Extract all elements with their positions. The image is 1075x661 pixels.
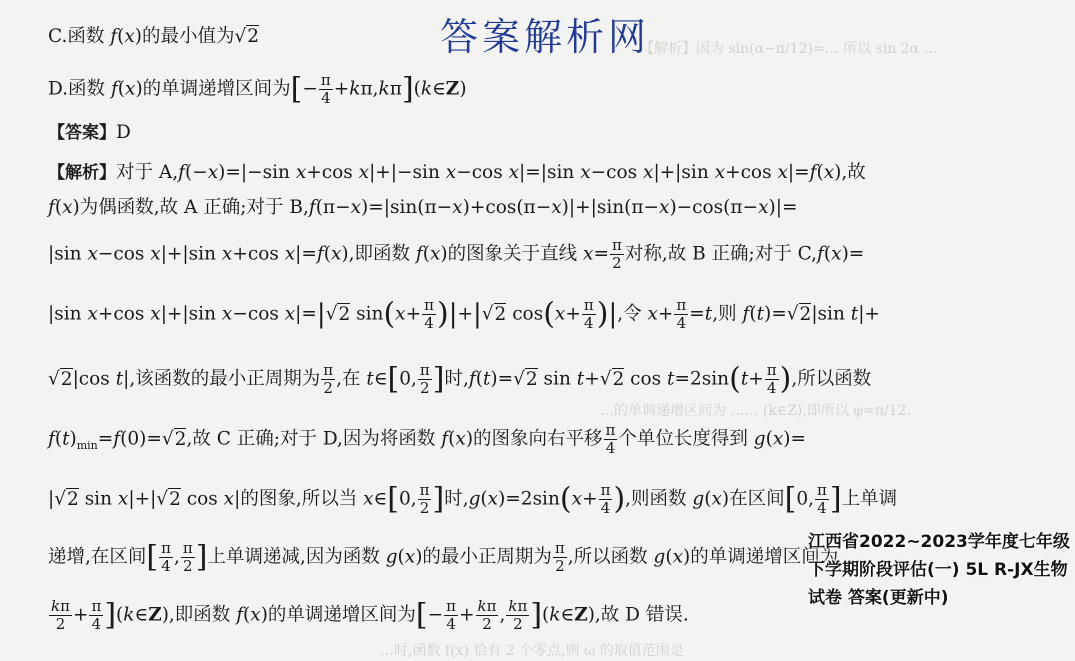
- option-d: D.函数 f(x)的单调递增区间为[− $\frac{\pi}{4}$ +kπ,kπ](k∈Z): [48, 71, 467, 107]
- analysis-line-9: $\frac{k\pi}{2}$ + $\frac{\pi}{4}$ ](k∈Z),即函数 f(x)的单调递增区间为[− $\frac{\pi}{4}$ + $\frac{k\pi}{2}$ , $\frac{k\pi}{2}$ ](k∈Z),故 D 错误.: [51, 597, 689, 633]
- analysis-line-1: 【解析】对于 A,f(−x)=|−sin x+cos x|+|−sin x−cos x|=|sin x−cos x|+|sin x+cos x|=f(x),故: [48, 162, 866, 183]
- analysis-line-5: √2|cos t|,该函数的最小正周期为 $\frac{\pi}{2}$ ,在 t∈[0, $\frac{\pi}{2}$ ]时,f(t)=√2 sin t+√2 cos t=2sin(t+ $\frac{\pi}{4}$ ),所以函数: [48, 361, 872, 397]
- bleed-through-text: …的单调递增区间为 …… (k∈Z),即所以 φ=π/12.: [600, 403, 912, 419]
- overlay-caption: 江西省2022~2023学年度七年级下学期阶段评估(一) 5L R-JX生物试卷 答案(更新中): [808, 532, 1070, 608]
- bleed-through-text: 【解析】因为 sin(α−π/12)=… 所以 sin 2α …: [640, 41, 938, 57]
- analysis-line-3: |sin x−cos x|+|sin x+cos x|=f(x),即函数 f(x)的图象关于直线 x= $\frac{\pi}{2}$ 对称,故 B 正确;对于 C,f(x)=: [48, 236, 865, 272]
- option-c: C.函数 f(x)的最小值为√2: [48, 26, 260, 47]
- analysis-line-2: f(x)为偶函数,故 A 正确;对于 B,f(π−x)=|sin(π−x)+cos(π−x)|+|sin(π−x)−cos(π−x)|=: [48, 197, 798, 218]
- answer-label: 【答案】: [48, 123, 116, 143]
- analysis-line-7: |√2 sin x|+|√2 cos x|的图象,所以当 x∈[0, $\frac{\pi}{2}$ ]时,g(x)=2sin(x+ $\frac{\pi}{4}$ ),则函数 g(x)在区间[0, $\frac{\pi}{4}$ ]上单调: [48, 481, 898, 517]
- analysis-line-8: 递增,在区间[ $\frac{\pi}{4}$ , $\frac{\pi}{2}$ ]上单调递减,因为函数 g(x)的最小正周期为 $\frac{\pi}{2}$ ,所以函数 g(x)的单调递增区间为: [48, 539, 839, 575]
- analysis-line-6: $f(t)_{min}=f(0)=√2$,故 C 正确;对于 D,因为将函数 f(x)的图象向右平移 $\frac{\pi}{4}$ 个单位长度得到 g(x)=: [48, 421, 806, 457]
- analysis-label: 【解析】: [48, 163, 116, 183]
- analysis-line-4: |sin x+cos x|+|sin x−cos x|=|√2 sin(x+ $\frac{\pi}{4}$ )|+|√2 cos(x+ $\frac{\pi}{4}$ )|,令 x+ $\frac{\pi}{4}$ =t,则 f(t)=√2|sin t|+: [48, 296, 880, 332]
- bleed-through-text: …时,函数 f(x) 恰有 2 个零点,则 ω 的取值范围是: [380, 643, 684, 659]
- answer-value: D: [116, 122, 131, 143]
- watermark: 答案解析网: [440, 15, 651, 59]
- answer-row: [48, 118, 131, 148]
